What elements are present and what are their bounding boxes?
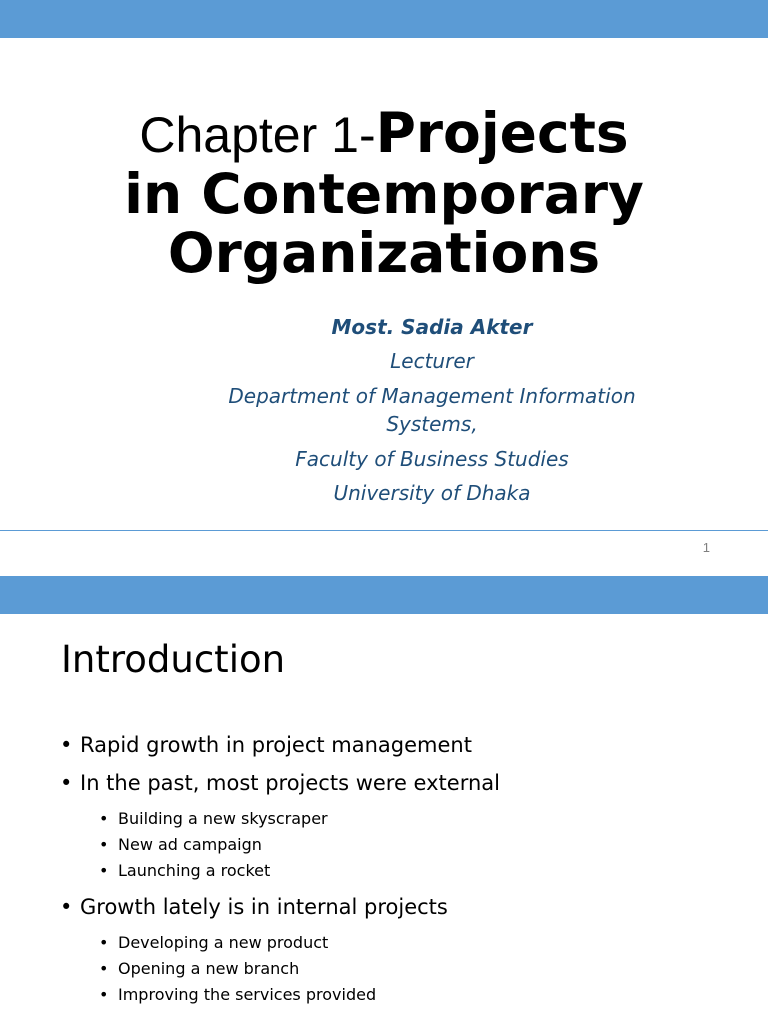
bullet-list [60,730,740,1016]
title-line-3: Organizations [167,221,601,285]
bullet-item: • Growth lately is in internal projects [60,892,740,922]
author-faculty: Faculty of Business Studies [295,447,569,471]
sub-bullet-item: • Developing a new product [60,930,740,956]
sub-bullet-list [60,806,740,884]
sub-bullet-item: • Building a new skyscraper [60,806,740,832]
author-department: Department of Management Information Systems, [228,384,636,436]
sub-bullet-item: • New ad campaign [60,832,740,858]
footer-divider [0,530,768,531]
sub-bullet-item: • Launching a rocket [60,858,740,884]
title-prefix: Chapter 1- [139,107,376,163]
sub-bullet-list [60,930,740,1008]
author-name: Most. Sadia Akter [331,315,533,339]
bullet-item: • In the past, most projects were external [60,768,740,798]
author-block [196,314,668,514]
slide-number: 1 [702,540,710,555]
sub-bullet-item: • Improving the services provided [60,982,740,1008]
title-line-1: Projects [375,101,629,165]
slide-title [0,101,768,285]
sub-bullet-item: • Opening a new branch [60,956,740,982]
bullet-item: • Rapid growth in project management [60,730,740,760]
header-band [0,576,768,614]
title-line-2: in Contemporary [124,162,644,226]
author-role: Lecturer [390,349,474,373]
section-title: Introduction [61,638,286,681]
header-band [0,0,768,38]
author-university: University of Dhaka [333,481,531,505]
